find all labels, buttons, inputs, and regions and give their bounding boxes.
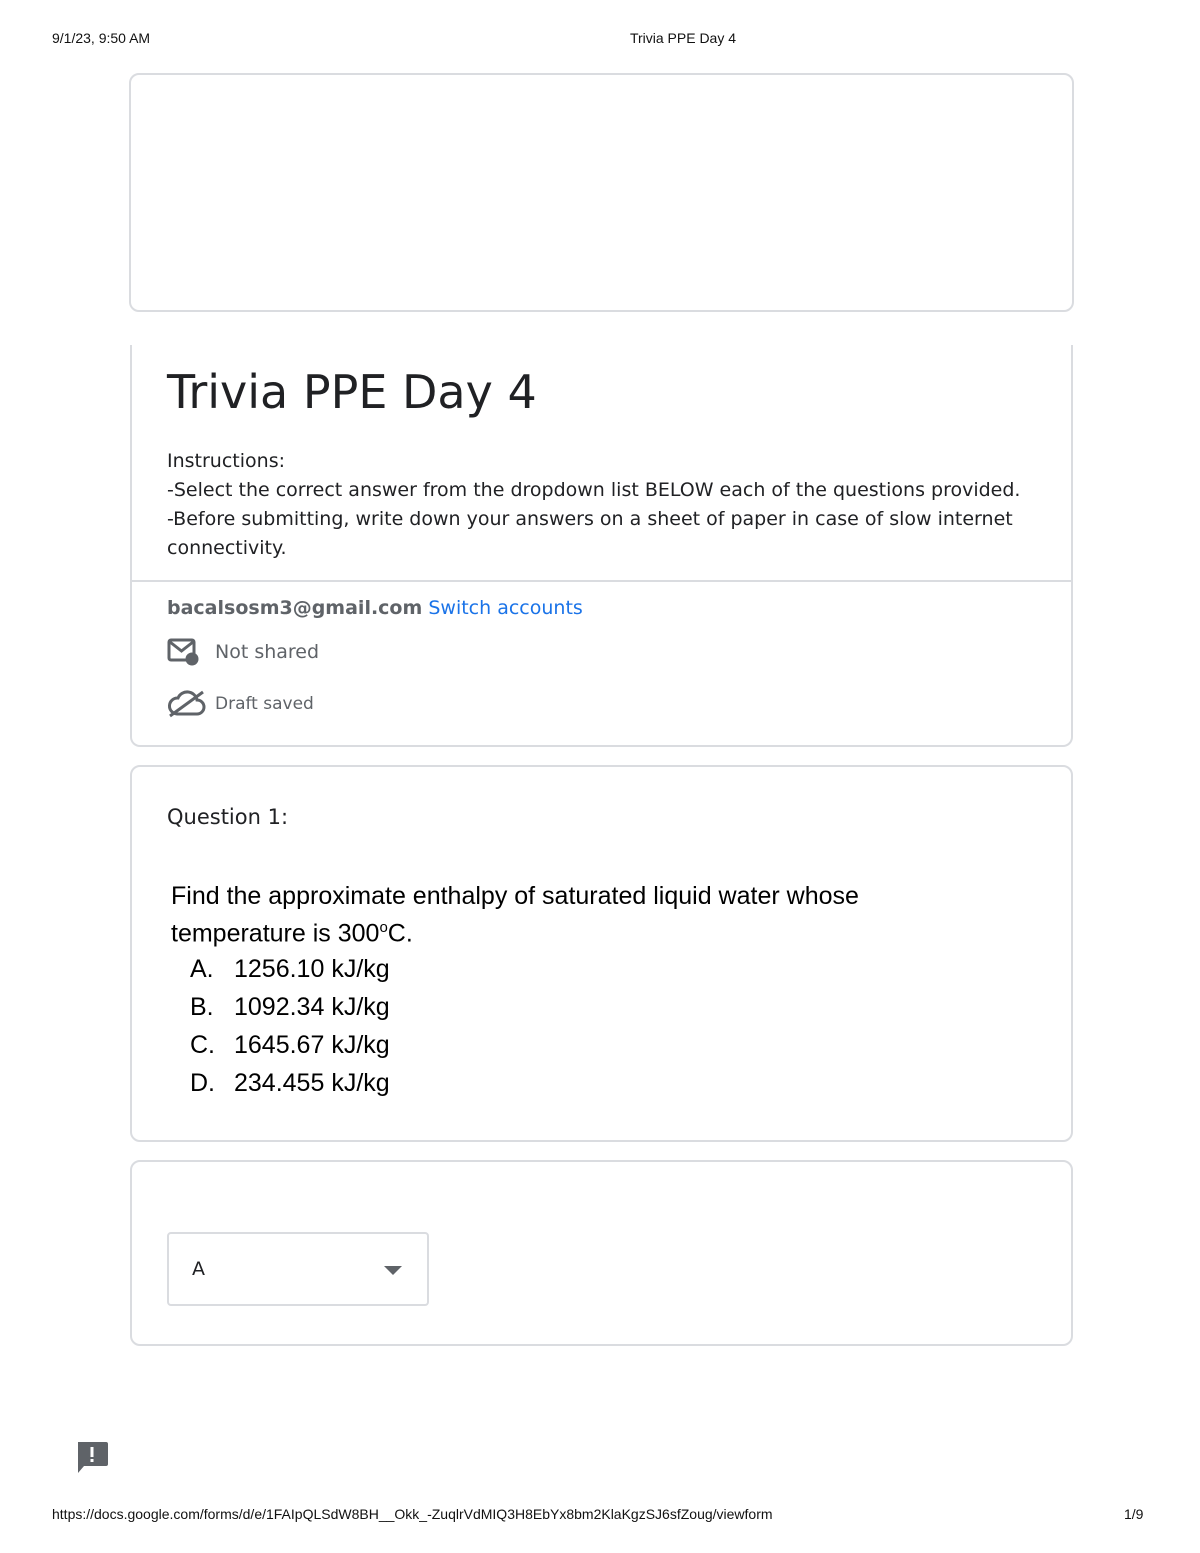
option-item: A. 1256.10 kJ/kg bbox=[190, 955, 390, 983]
question-text-line: temperature is 300$^o$C. bbox=[171, 919, 413, 948]
print-datetime: 9/1/23, 9:50 AM bbox=[52, 30, 151, 46]
print-header bbox=[0, 30, 1200, 50]
question-card bbox=[130, 765, 1073, 1142]
draft-saved-status bbox=[167, 689, 314, 719]
answer-card bbox=[130, 1160, 1073, 1346]
cloud-done-icon bbox=[167, 689, 203, 719]
account-email: bacalsosm3@gmail.com bbox=[167, 597, 423, 619]
header-divider bbox=[132, 580, 1071, 582]
instructions-line: -Select the correct answer from the dropdown list BELOW each of the questions provided. bbox=[167, 479, 1021, 501]
print-footer bbox=[0, 1506, 1200, 1526]
option-item: C. 1645.67 kJ/kg bbox=[190, 1031, 390, 1059]
question-label: Question 1: bbox=[167, 805, 289, 829]
feedback-icon[interactable] bbox=[75, 1440, 109, 1476]
option-item: D. 234.455 kJ/kg bbox=[190, 1069, 390, 1097]
header-banner-card bbox=[129, 73, 1074, 312]
form-header-card bbox=[130, 345, 1073, 747]
form-title: Trivia PPE Day 4 bbox=[167, 365, 537, 419]
mail-lock-icon bbox=[167, 637, 203, 667]
answer-dropdown[interactable] bbox=[167, 1232, 429, 1306]
question-options bbox=[190, 950, 390, 1102]
instructions-line: connectivity. bbox=[167, 537, 287, 559]
draft-saved-label: Draft saved bbox=[215, 694, 314, 714]
question-text bbox=[171, 881, 971, 949]
not-shared-label: Not shared bbox=[215, 641, 320, 663]
instructions-heading: Instructions: bbox=[167, 450, 285, 472]
instructions-line: -Before submitting, write down your answers on a sheet of paper in case of slow internet bbox=[167, 508, 1013, 530]
account-line bbox=[167, 597, 583, 619]
question-text-line: Find the approximate enthalpy of saturated liquid water whose bbox=[171, 882, 859, 910]
switch-accounts-link[interactable]: Switch accounts bbox=[428, 597, 583, 619]
dropdown-arrow-icon bbox=[384, 1266, 402, 1275]
answer-selected-value: A bbox=[192, 1258, 205, 1280]
form-instructions bbox=[167, 447, 1047, 563]
print-url: https://docs.google.com/forms/d/e/1FAIpQLSdW8BH__Okk_-ZuqlrVdMIQ3H8EbYx8bm2KlaKgzSJ6sfZoug/viewform bbox=[52, 1506, 773, 1522]
print-page-number: 1/9 bbox=[1124, 1506, 1144, 1522]
option-item: B. 1092.34 kJ/kg bbox=[190, 993, 390, 1021]
print-title: Trivia PPE Day 4 bbox=[629, 30, 737, 46]
not-shared-status bbox=[167, 637, 319, 667]
